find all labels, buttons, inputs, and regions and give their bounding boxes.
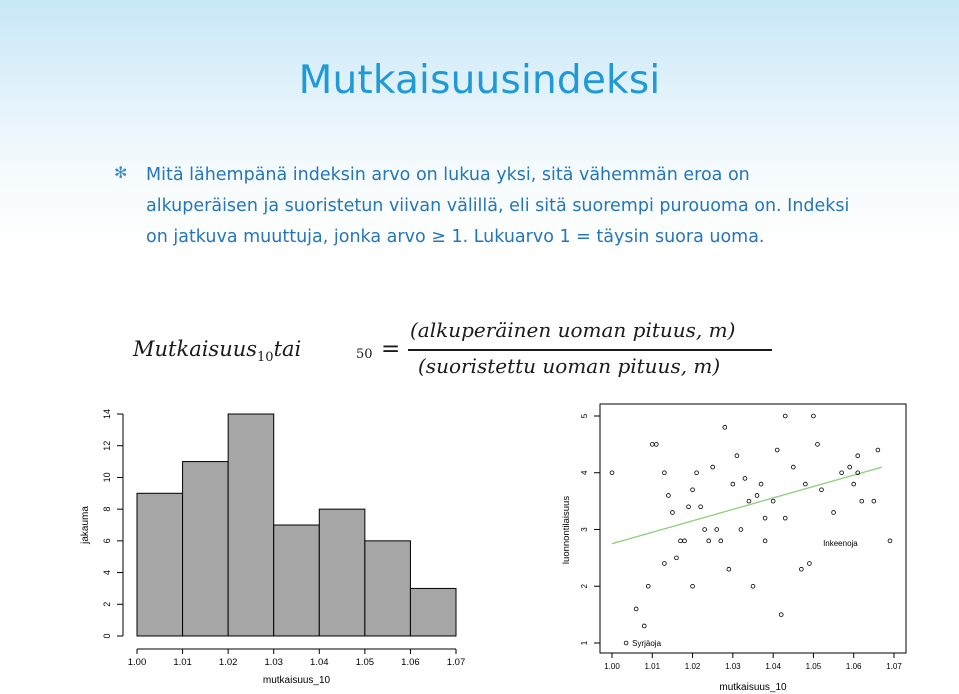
y-axis-label: luonnontilaisuus — [561, 495, 572, 565]
scatter-point — [642, 624, 646, 628]
scatter-point — [820, 488, 824, 492]
scatter-point — [832, 511, 836, 515]
scatter-point — [634, 607, 638, 611]
scatter-point — [876, 448, 880, 452]
histogram-bar — [183, 462, 229, 636]
scatter-point — [675, 556, 679, 560]
scatter-point — [671, 511, 675, 515]
scatter-point — [852, 482, 856, 486]
scatter-point — [755, 494, 759, 498]
scatter-point — [679, 539, 683, 543]
scatter-point — [799, 567, 803, 571]
scatter-point — [691, 488, 695, 492]
formula-lhs-word: Mutkaisuus — [133, 337, 258, 361]
x-tick-label: 1.00 — [127, 657, 147, 668]
histogram-bar — [319, 509, 365, 636]
scatter-point — [731, 482, 735, 486]
scatter-point — [816, 442, 820, 446]
scatter-point — [808, 562, 812, 566]
scatter-point — [791, 465, 795, 469]
x-tick-label: 1.05 — [355, 657, 375, 668]
x-tick-label: 1.00 — [604, 662, 620, 671]
x-tick-label: 1.03 — [264, 657, 283, 668]
point-annotation: Syrjäoja — [632, 639, 662, 648]
asterisk-icon: ✻ — [114, 165, 128, 182]
formula-denominator: (suoristettu uoman pituus, m) — [418, 354, 721, 378]
bullet-text: Mitä lähempänä indeksin arvo on lukua yksi, sitä vähemmän eroa on alkuperäisen ja suoristetun viivan välillä, eli sitä suorempi purouoma on. Indeksi on jatkuva muuttuja, jonka arvo ≥ 1. Lukuarvo 1 = täysin suora uoma. — [146, 165, 850, 247]
y-tick-label: 2 — [102, 601, 112, 607]
scatter-point — [650, 442, 654, 446]
y-tick-label: 3 — [580, 527, 589, 532]
x-tick-label: 1.01 — [644, 662, 661, 671]
histogram-bar — [228, 414, 274, 636]
histogram-bar — [365, 541, 411, 636]
y-tick-label: 14 — [102, 408, 112, 420]
histogram-bar — [274, 525, 320, 636]
scatter-point — [763, 539, 767, 543]
y-tick-label: 12 — [102, 440, 112, 451]
scatter-point — [662, 471, 666, 475]
scatter-point — [727, 567, 731, 571]
scatter-point — [719, 539, 723, 543]
x-tick-label: 1.01 — [173, 657, 192, 668]
x-tick-label: 1.06 — [845, 662, 862, 671]
y-tick-label: 2 — [580, 584, 589, 589]
x-tick-label: 1.02 — [218, 657, 238, 668]
scatter-point — [707, 539, 711, 543]
plot-frame — [600, 404, 906, 653]
formula-lhs-subscript: 10 — [257, 350, 274, 366]
scatter-point — [662, 562, 666, 566]
y-axis-label: jakauma — [80, 506, 91, 544]
scatter-point — [747, 499, 751, 503]
x-tick-label: 1.05 — [805, 662, 822, 671]
scatter-point — [667, 494, 671, 498]
x-tick-label: 1.06 — [401, 657, 420, 668]
scatter-point — [775, 448, 779, 452]
formula-equals: = — [381, 336, 401, 362]
scatter-point — [783, 516, 787, 520]
y-tick-label: 0 — [102, 633, 112, 639]
scatter-point — [703, 528, 707, 532]
scatter-point — [783, 414, 787, 418]
y-tick-label: 5 — [580, 413, 589, 419]
scatter-point — [646, 584, 650, 588]
x-tick-label: 1.04 — [310, 657, 329, 668]
scatter-point — [610, 471, 614, 475]
x-axis-label: mutkaisuus_10 — [262, 675, 331, 686]
scatter-point — [812, 414, 816, 418]
slide-title: Mutkaisuusindeksi — [298, 58, 661, 103]
y-tick-label: 4 — [102, 570, 112, 576]
scatter-point — [654, 442, 658, 446]
formula-lhs-suffix: tai — [273, 337, 302, 361]
formula-numerator: (alkuperäinen uoman pituus, m) — [410, 318, 736, 342]
scatter-point — [715, 528, 719, 532]
scatter-point — [683, 539, 687, 543]
x-tick-label: 1.04 — [765, 662, 781, 671]
scatter-point — [856, 454, 860, 458]
scatter-point — [759, 482, 763, 486]
x-tick-label: 1.07 — [446, 657, 466, 668]
scatter-point — [687, 505, 691, 509]
scatter-point — [803, 482, 807, 486]
y-tick-label: 4 — [580, 470, 589, 475]
formula-subscript-50: 50 — [356, 347, 373, 362]
scatter-point — [888, 539, 892, 543]
scatter-point — [723, 425, 727, 429]
scatter-point — [840, 471, 844, 475]
scatter-point — [751, 584, 755, 588]
x-axis-label: mutkaisuus_10 — [719, 682, 787, 693]
x-tick-label: 1.07 — [886, 662, 902, 671]
scatter-point — [743, 477, 747, 481]
scatter-point — [699, 505, 703, 509]
x-tick-label: 1.02 — [684, 662, 701, 671]
y-tick-label: 10 — [102, 472, 112, 483]
scatter-point — [624, 641, 628, 645]
histogram-bar — [410, 588, 456, 636]
scatter-point — [763, 516, 767, 520]
scatter-point — [695, 471, 699, 475]
scatter-point — [848, 465, 852, 469]
scatter-point — [711, 465, 715, 469]
x-tick-label: 1.03 — [725, 662, 741, 671]
y-tick-label: 6 — [102, 538, 112, 544]
scatter-point — [691, 584, 695, 588]
scatter-point — [739, 528, 743, 532]
scatter-point — [735, 454, 739, 458]
y-tick-label: 8 — [102, 506, 112, 512]
y-tick-label: 1 — [580, 640, 589, 646]
scatter-point — [872, 499, 876, 503]
scatter-point — [860, 499, 864, 503]
histogram-bar — [137, 493, 183, 636]
point-annotation: Inkeenoja — [823, 539, 858, 549]
scatter-point — [771, 499, 775, 503]
scatter-point — [779, 613, 783, 617]
